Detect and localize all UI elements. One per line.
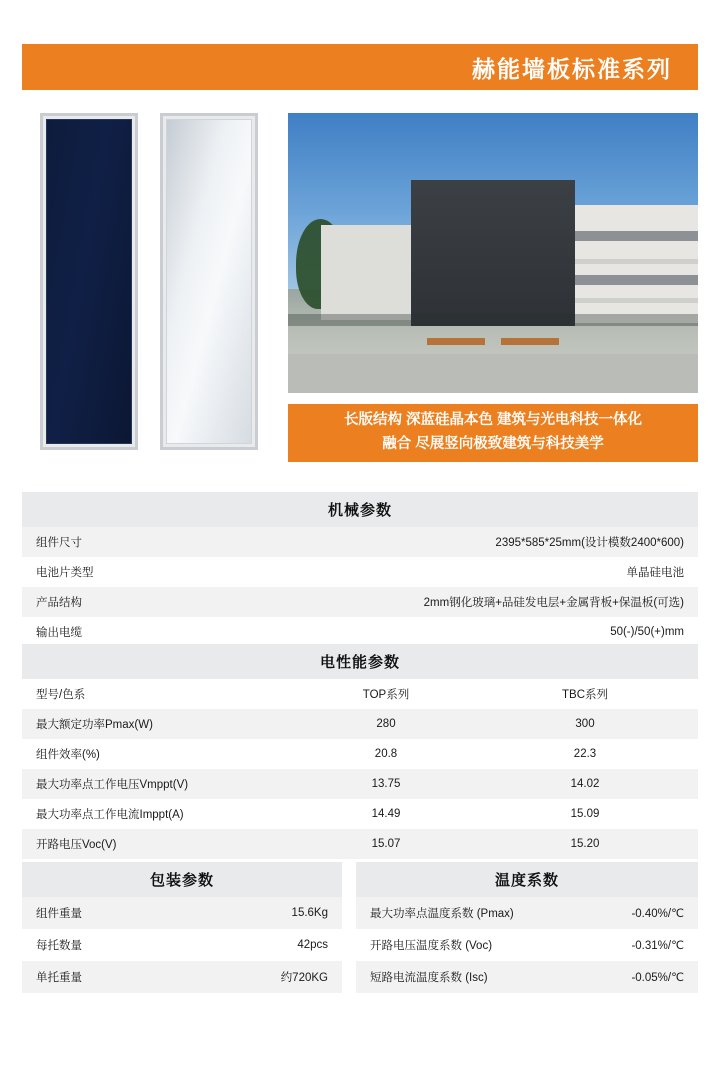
packaging-parameters-section [22,862,342,993]
row-value: 2mm钢化玻璃+品硅发电层+金属背板+保温板(可选) [423,597,684,609]
temperature-coefficients-section [356,862,698,993]
panel-surface-dark [46,119,132,444]
table-row [22,829,698,859]
row-value-tbc: 22.3 [573,748,597,760]
row-label: 组件尺寸 [36,537,82,549]
row-value: -0.40%/℃ [631,908,684,920]
panel-image-dark-blue [40,113,138,450]
product-caption [288,404,698,462]
row-label: 短路电流温度系数 (Isc) [370,972,488,984]
caption-line-2: 融合 尽展竖向极致建筑与科技美学 [382,436,604,452]
row-value: -0.05%/℃ [631,972,684,984]
row-value-tbc: 15.20 [570,838,600,850]
table-row [356,897,698,929]
table-row [22,709,698,739]
photo-facade-dark [411,180,575,326]
photo-stripe [575,298,698,303]
photo-balcony [575,231,698,241]
panel-surface-light [166,119,252,444]
row-label: 开路电压Voc(V) [36,839,117,851]
photo-bench [427,338,484,345]
row-label: 组件效率(%) [36,749,100,761]
table-row [22,739,698,769]
photo-shadow [288,314,698,326]
table-header-row [22,679,698,709]
row-label: 每托数量 [36,940,82,952]
row-value-tbc: 14.02 [570,778,600,790]
photo-road [288,354,698,393]
row-label: 最大功率点温度系数 (Pmax) [370,908,514,920]
table-row [22,769,698,799]
row-label: 组件重量 [36,908,82,920]
row-value: 50(-)/50(+)mm [610,626,684,638]
building-photo [288,113,698,393]
table-row [22,897,342,929]
column-header-tbc: TBC系列 [562,689,608,701]
row-value-top: 280 [376,718,396,730]
row-value: 约720KG [280,972,328,984]
table-row [356,961,698,993]
row-label: 单托重量 [36,972,82,984]
row-value: 42pcs [297,939,328,951]
product-panel-images [40,113,270,450]
table-row [22,557,698,587]
column-header-top: TOP系列 [362,689,410,701]
page-title: 赫能墙板标准系列 [472,55,672,82]
table-row [22,799,698,829]
row-value: 15.6Kg [291,907,328,919]
table-row [356,929,698,961]
row-value-tbc: 300 [575,718,595,730]
photo-bench [501,338,558,345]
row-label: 产品结构 [36,597,82,609]
photo-stripe [575,259,698,264]
row-label: 最大额定功率Pmax(W) [36,719,153,731]
row-value-top: 15.07 [371,838,401,850]
panel-image-light-silver [160,113,258,450]
row-label: 最大功率点工作电流Imppt(A) [36,809,184,821]
row-label: 输出电缆 [36,627,82,639]
row-value: 2395*585*25mm(设计模数2400*600) [495,537,684,549]
table-row [22,961,342,993]
row-value-top: 13.75 [371,778,401,790]
table-row [22,617,698,647]
table-row [22,587,698,617]
row-value-top: 14.49 [371,808,401,820]
electrical-section-title: 电性能参数 [22,644,698,679]
mechanical-section-title: 机械参数 [22,492,698,527]
packaging-section-title: 包装参数 [22,862,342,897]
row-label: 电池片类型 [36,567,94,579]
row-value: -0.31%/℃ [631,940,684,952]
photo-right-building [575,205,698,323]
temperature-section-title: 温度系数 [356,862,698,897]
row-label: 开路电压温度系数 (Voc) [370,940,493,952]
header-banner [22,44,698,90]
photo-left-building [321,225,411,320]
table-row [22,527,698,557]
row-value-tbc: 15.09 [570,808,600,820]
row-value-top: 20.8 [374,748,398,760]
row-value: 单晶硅电池 [626,567,684,579]
table-row [22,929,342,961]
column-header-model: 型号/色系 [36,689,86,701]
caption-line-1: 长版结构 深蓝硅晶本色 建筑与光电科技一体化 [343,412,643,429]
row-label: 最大功率点工作电压Vmppt(V) [36,779,189,791]
photo-balcony [575,275,698,285]
